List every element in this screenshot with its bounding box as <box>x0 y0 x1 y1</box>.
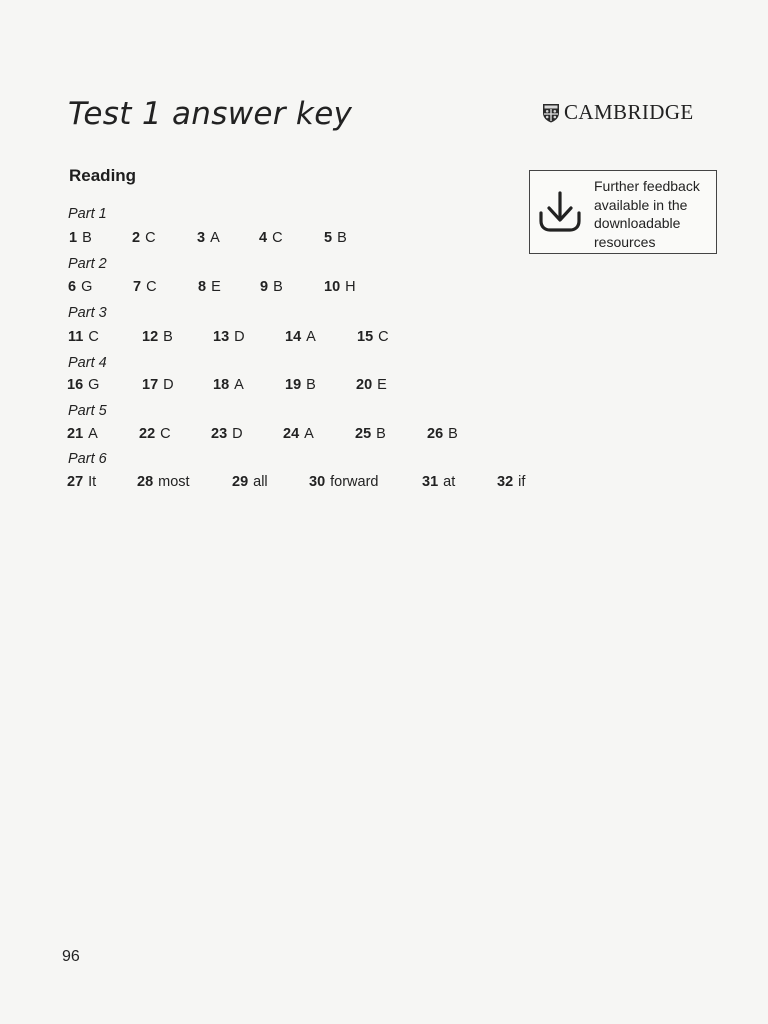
answer-item: 30 forward <box>309 474 379 490</box>
answer-item: 12 B <box>142 329 173 345</box>
feedback-line: available in the <box>594 196 688 213</box>
feedback-text <box>594 177 714 251</box>
section-heading: Reading <box>69 166 137 185</box>
feedback-line: downloadable <box>594 215 681 231</box>
answer-item: 25 B <box>355 426 386 442</box>
download-icon <box>536 191 584 235</box>
answer-item: 5 B <box>324 230 347 246</box>
answer-item: 14 A <box>285 329 316 345</box>
answer-item: 28 most <box>137 474 190 490</box>
cambridge-shield-icon <box>542 103 560 123</box>
answer-item: 2 C <box>132 230 156 246</box>
answer-item: 26 B <box>427 426 458 442</box>
answer-item: 6 G <box>68 279 93 295</box>
answer-item: 19 B <box>285 377 316 393</box>
answer-item: 1 B <box>69 230 92 246</box>
answer-item: 18 A <box>213 377 244 393</box>
feedback-line: Further feedback <box>594 178 700 194</box>
answer-item: 4 C <box>259 230 283 246</box>
part-label: Part 6 <box>68 451 107 467</box>
answer-item: 9 B <box>260 279 283 295</box>
page-title: Test 1 answer key <box>68 96 353 132</box>
answer-item: 20 E <box>356 377 387 393</box>
answer-item: 16 G <box>67 377 100 393</box>
answer-item: 13 D <box>213 329 245 345</box>
answer-item: 31 at <box>422 474 456 490</box>
answer-item: 10 H <box>324 279 356 295</box>
answer-item: 17 D <box>142 377 174 393</box>
part-label: Part 3 <box>68 305 107 321</box>
answer-item: 22 C <box>139 426 171 442</box>
feedback-line: resources <box>594 233 656 250</box>
page-number: 96 <box>62 948 80 965</box>
answer-item: 15 C <box>357 329 389 345</box>
part-label: Part 2 <box>68 256 107 272</box>
answer-item: 29 all <box>232 474 268 490</box>
feedback-box <box>529 170 717 254</box>
answer-item: 24 A <box>283 426 314 442</box>
cambridge-logo <box>542 100 694 125</box>
part-label: Part 4 <box>68 355 107 371</box>
answer-item: 3 A <box>197 230 220 246</box>
part-label: Part 1 <box>68 206 107 222</box>
answer-item: 21 A <box>67 426 98 442</box>
answer-item: 7 C <box>133 279 157 295</box>
part-label: Part 5 <box>68 403 107 419</box>
answer-item: 27 It <box>67 474 97 490</box>
brand-name: CAMBRIDGE <box>564 100 694 124</box>
answer-item: 11 C <box>68 329 99 345</box>
answer-item: 32 if <box>497 474 526 490</box>
answer-item: 8 E <box>198 279 221 295</box>
answer-item: 23 D <box>211 426 243 442</box>
